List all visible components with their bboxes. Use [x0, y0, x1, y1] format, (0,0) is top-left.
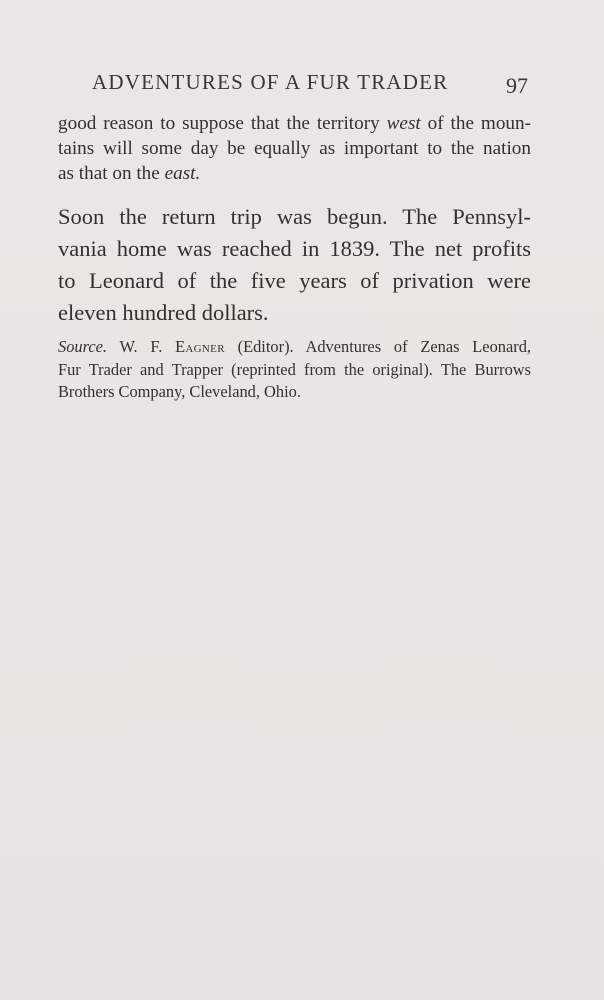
italic-word-east: east.: [164, 163, 201, 184]
running-head: [92, 70, 532, 100]
source-citation: [58, 336, 531, 404]
paragraph-1-line-1: [58, 111, 531, 136]
paragraph-continuation: [58, 111, 531, 186]
paragraph-1-line-2: tains will some day be equally as important to the nation: [58, 138, 531, 159]
page-number: 97: [506, 73, 528, 98]
paragraph-2-line-3: to Leonard of the five years of privation were: [58, 268, 531, 293]
editor-name: Eagner: [175, 337, 225, 356]
source-line-3: Brothers Company, Cleveland, Ohio.: [58, 382, 301, 401]
paragraph-2-line-4: eleven hundred dollars.: [58, 300, 269, 325]
paragraph-2-line-1: Soon the return trip was begun. The Pennsyl-: [58, 204, 531, 229]
paragraph-1-line-3: [58, 161, 531, 186]
source-line-2: Fur Trader and Trapper (reprinted from the original). The Burrows: [58, 359, 531, 379]
running-head-title: ADVENTURES OF A FUR TRADER: [92, 70, 449, 94]
paragraph-return-trip: [58, 201, 531, 329]
italic-word-west: west: [386, 113, 421, 134]
paragraph-2-line-2: vania home was reached in 1839. The net profits: [58, 236, 531, 261]
text-run: (Editor). Adventures of Zenas Leonard,: [237, 337, 531, 356]
text-run: of the moun-: [427, 113, 531, 134]
source-label: Source.: [58, 337, 108, 356]
text-run: as that on the: [58, 163, 160, 184]
editor-initials: W. F.: [119, 337, 163, 356]
text-run: good reason to suppose that the territory: [58, 113, 380, 134]
source-line-1: [58, 336, 531, 359]
